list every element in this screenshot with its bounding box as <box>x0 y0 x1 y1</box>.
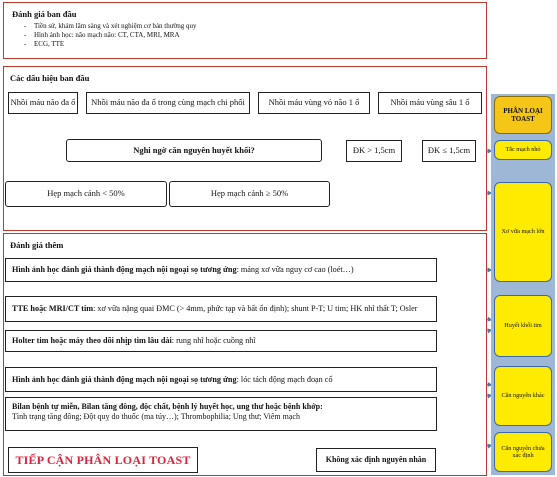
diameter-gt-box: ĐK > 1,5cm <box>346 140 402 162</box>
toast-header-label: PHÂN LOẠI TOAST <box>503 106 543 123</box>
diameter-le-box: ĐK ≤ 1,5cm <box>422 140 476 162</box>
row-label: Bilan bệnh tự miễn, Bilan tăng đông, độc chất, bệnh lý huyết học, ung thư hoặc bệnh khớp: <box>12 402 323 411</box>
initial-item: - Hình ảnh học: não mạch não: CT, CTA, MRI, MRA <box>34 31 478 40</box>
undetermined-cause-box: Không xác định nguyên nhân <box>316 448 436 472</box>
suspect-thrombus-label: Nghi ngờ căn nguyên huyết khối? <box>133 144 255 155</box>
initial-assessment-panel <box>3 2 487 59</box>
initial-item: - Tiền sử, khám lâm sàng và xét nghiệm cơ bản thường quy <box>34 22 478 31</box>
further-assessment-title: Đánh giá thêm <box>10 240 64 250</box>
stenosis-ge-50-box: Hẹp mạch cảnh ≥ 50% <box>169 181 330 207</box>
further-row-holter <box>5 330 437 352</box>
row-label: TTE hoặc MRI/CT tim <box>12 304 94 314</box>
initial-item: - ECG, TTE <box>34 40 478 49</box>
row-finding: : lóc tách động mạch đoạn cổ <box>236 374 333 384</box>
row-finding: : rung nhĩ hoặc cuồng nhĩ <box>171 336 256 346</box>
initial-signs-title: Các dấu hiệu ban đầu <box>10 73 90 83</box>
toast-other-cause: Căn nguyên khác <box>494 366 552 426</box>
toast-cardioembolic: Huyết khối tim <box>494 295 552 357</box>
toast-large-artery: Xơ vữa mạch lớn <box>494 182 552 282</box>
further-row-cardiac-imaging <box>5 296 437 322</box>
sign-box-multifocal: Nhồi máu não đa ổ <box>8 92 78 114</box>
toast-approach-title: TIẾP CẬN PHÂN LOẠI TOAST <box>8 447 198 473</box>
row-label: Hình ảnh học đánh giá thành động mạch nội ngoại sọ tương ứng <box>12 374 237 384</box>
initial-assessment-title: Đánh giá ban đầu <box>12 9 77 19</box>
toast-small-vessel: Tắc mạch nhỏ <box>494 140 552 160</box>
row-label: Holter tim hoặc máy theo dõi nhịp tim lâu dài <box>12 336 172 346</box>
toast-undetermined: Căn nguyên chưa xác định <box>494 432 552 472</box>
suspect-thrombus-box <box>66 139 322 162</box>
row-finding: Tình trạng tăng đông; Đột quỵ do thuốc (ma túy…); Thrombophilia; Ung thư; Viêm mạch <box>12 412 300 421</box>
row-finding: : xơ vữa nặng quai ĐMC (> 4mm, phức tạp và bất ổn định); shunt P-T; U tim; HK nhĩ thất T; Osler <box>93 304 418 314</box>
sign-box-multifocal-same-territory: Nhồi máu não đa ổ trong cùng mạch chi phối <box>86 92 250 114</box>
further-row-other-causes <box>5 397 437 431</box>
sign-box-deep-single: Nhồi máu vùng sâu 1 ổ <box>378 92 482 114</box>
stenosis-lt-50-box: Hẹp mạch cảnh < 50% <box>5 181 167 207</box>
sign-box-cortical-single: Nhồi máu vùng vỏ não 1 ổ <box>258 92 370 114</box>
row-label: Hình ảnh học đánh giá thành động mạch nội ngoại sọ tương ứng <box>12 265 237 275</box>
toast-header <box>494 96 552 134</box>
further-row-vessel-wall-plaque <box>5 258 437 282</box>
initial-assessment-list <box>12 22 478 48</box>
further-row-dissection <box>5 367 437 392</box>
row-finding: : mảng xơ vữa nguy cơ cao (loét…) <box>236 265 354 275</box>
